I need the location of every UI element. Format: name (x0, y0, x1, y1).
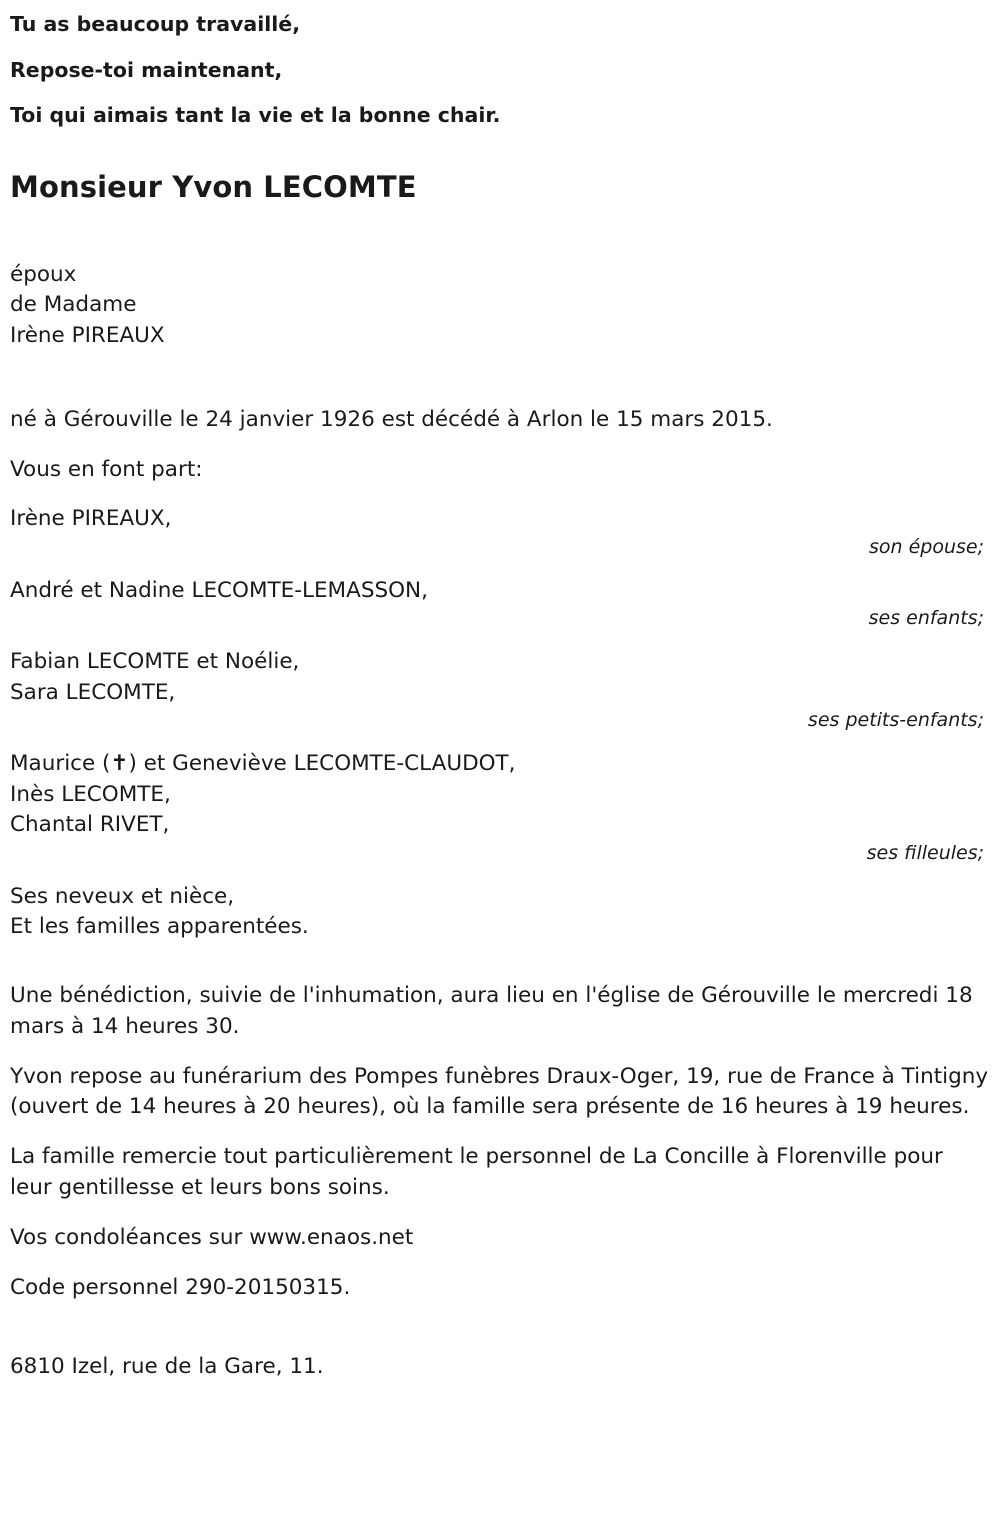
family-relation: ses enfants; (868, 607, 984, 630)
family-member: Inès LECOMTE, (10, 781, 171, 807)
ceremony-paragraph: Une bénédiction, suivie de l'inhumation, aura lieu en l'église de Gérouville le mercredi 18 mars à 14 heures 30. (10, 982, 973, 1039)
thanks-paragraph: La famille remercie tout particulièrement le personnel de La Concille à Florenville pour leur gentillesse et leurs bons soins. (10, 1144, 943, 1201)
spouse-of-label: de Madame (10, 292, 137, 318)
funerarium-paragraph: Yvon repose au funérarium des Pompes funèbres Draux-Oger, 19, rue de France à Tintigny (ouvert de 14 heures à 20 heures), où la famille sera présente de 16 heures à 19 heures. (10, 1063, 989, 1120)
epitaph-line-2: Repose-toi maintenant, (10, 57, 283, 82)
family-member: Chantal RIVET, (10, 812, 170, 838)
footer-address: 6810 Izel, rue de la Gare, 11. (10, 1354, 324, 1380)
epitaph-line-3: Toi qui aimais tant la vie et la bonne chair. (10, 103, 501, 127)
spouse-block (10, 260, 990, 352)
epitaph (10, 14, 990, 126)
family-member: Sara LECOMTE, (10, 679, 176, 705)
family-relation: ses filleules; (866, 841, 984, 864)
announcement-line: Vous en font part: (10, 456, 203, 482)
family-group-others (10, 882, 990, 943)
family-member: Et les familles apparentées. (10, 914, 309, 940)
family-relation: son épouse; (868, 535, 984, 558)
deceased-name: Monsieur Yvon LECOMTE (10, 169, 417, 204)
condolences-paragraph: Vos condoléances sur www.enaos.net (10, 1225, 414, 1251)
family-member: Ses neveux et nièce, (10, 883, 235, 909)
birth-death-line: né à Gérouville le 24 janvier 1926 est décédé à Arlon le 15 mars 2015. (10, 407, 773, 433)
family-group-godchildren (10, 749, 990, 864)
spouse-name: Irène PIREAUX (10, 322, 165, 348)
closing-details (10, 981, 990, 1305)
family-member: Maurice (✝) et Geneviève LECOMTE-CLAUDOT, (10, 751, 516, 777)
epitaph-line-1: Tu as beaucoup travaillé, (10, 12, 300, 36)
family-group-grandchildren (10, 647, 990, 731)
family-group-spouse (10, 504, 990, 558)
personal-code-paragraph: Code personnel 290-20150315. (10, 1275, 351, 1301)
family-member: Irène PIREAUX, (10, 505, 172, 531)
family-list (10, 504, 990, 943)
family-member: André et Nadine LECOMTE-LEMASSON, (10, 577, 428, 603)
family-group-children (10, 576, 990, 630)
spouse-prefix: époux (10, 261, 77, 287)
family-member: Fabian LECOMTE et Noélie, (10, 649, 300, 675)
family-relation: ses petits-enfants; (807, 709, 984, 732)
